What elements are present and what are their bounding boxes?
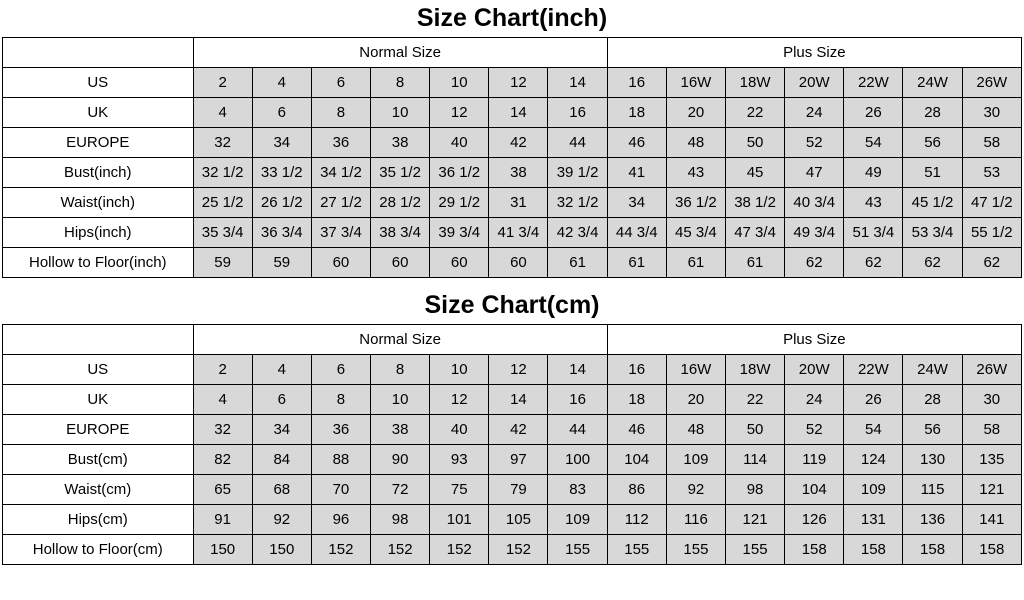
- cell: 47 3/4: [725, 218, 784, 248]
- cell: 29 1/2: [430, 188, 489, 218]
- table-row: [3, 445, 1022, 475]
- cell: 34 1/2: [311, 158, 370, 188]
- cell: 59: [193, 248, 252, 278]
- cell: 136: [903, 505, 962, 535]
- table-row: [3, 505, 1022, 535]
- cell: 105: [489, 505, 548, 535]
- cell: 79: [489, 475, 548, 505]
- cell: 68: [252, 475, 311, 505]
- cell: 84: [252, 445, 311, 475]
- group-header-plus: Plus Size: [607, 38, 1021, 68]
- cell: 150: [252, 535, 311, 565]
- cell: 10: [430, 68, 489, 98]
- cell: 12: [489, 68, 548, 98]
- cell: 26W: [962, 68, 1021, 98]
- cell: 54: [844, 128, 903, 158]
- table-row: [3, 128, 1022, 158]
- cell: 24: [785, 385, 844, 415]
- cell: 50: [725, 415, 784, 445]
- cell: 2: [193, 68, 252, 98]
- cell: 112: [607, 505, 666, 535]
- cell: 2: [193, 355, 252, 385]
- cell: 155: [548, 535, 607, 565]
- page-title-cm: Size Chart(cm): [424, 291, 600, 319]
- cell: 121: [962, 475, 1021, 505]
- row-label: Bust(cm): [3, 445, 194, 475]
- cell: 51: [903, 158, 962, 188]
- cell: 34: [252, 415, 311, 445]
- cell: 155: [666, 535, 725, 565]
- cell: 42: [489, 128, 548, 158]
- cell: 48: [666, 415, 725, 445]
- cell: 36: [311, 415, 370, 445]
- cell: 91: [193, 505, 252, 535]
- cell: 56: [903, 415, 962, 445]
- cell: 155: [725, 535, 784, 565]
- cell: 35 1/2: [371, 158, 430, 188]
- cell: 6: [252, 385, 311, 415]
- cell: 155: [607, 535, 666, 565]
- cell: 61: [548, 248, 607, 278]
- cell: 158: [903, 535, 962, 565]
- table-row: [3, 535, 1022, 565]
- cell: 16W: [666, 68, 725, 98]
- row-label: Hollow to Floor(cm): [3, 535, 194, 565]
- cell: 38: [371, 128, 430, 158]
- cell: 40: [430, 128, 489, 158]
- cell: 16: [548, 385, 607, 415]
- cell: 62: [903, 248, 962, 278]
- cell: 34: [607, 188, 666, 218]
- cell: 104: [607, 445, 666, 475]
- cell: 35 3/4: [193, 218, 252, 248]
- cell: 45 3/4: [666, 218, 725, 248]
- cell: 46: [607, 415, 666, 445]
- cell: 32 1/2: [193, 158, 252, 188]
- cell: 10: [430, 355, 489, 385]
- cell: 158: [962, 535, 1021, 565]
- cell: 55 1/2: [962, 218, 1021, 248]
- cell: 33 1/2: [252, 158, 311, 188]
- cell: 22: [725, 385, 784, 415]
- table-group-header-row: [3, 325, 1022, 355]
- row-label: US: [3, 355, 194, 385]
- cell: 42: [489, 415, 548, 445]
- cell: 62: [785, 248, 844, 278]
- page-title-inch: Size Chart(inch): [416, 4, 608, 32]
- cell: 152: [430, 535, 489, 565]
- row-label: EUROPE: [3, 415, 194, 445]
- cell: 36 1/2: [430, 158, 489, 188]
- cell: 32: [193, 415, 252, 445]
- cell: 20: [666, 98, 725, 128]
- cell: 101: [430, 505, 489, 535]
- cell: 131: [844, 505, 903, 535]
- cell: 59: [252, 248, 311, 278]
- cell: 18W: [725, 68, 784, 98]
- cell: 92: [252, 505, 311, 535]
- cell: 46: [607, 128, 666, 158]
- cell: 10: [371, 385, 430, 415]
- cell: 70: [311, 475, 370, 505]
- row-label: UK: [3, 385, 194, 415]
- cell: 14: [548, 355, 607, 385]
- cell: 22: [725, 98, 784, 128]
- table-row: [3, 415, 1022, 445]
- cell: 53: [962, 158, 1021, 188]
- cell: 40 3/4: [785, 188, 844, 218]
- group-header-plus: Plus Size: [607, 325, 1021, 355]
- cell: 6: [311, 355, 370, 385]
- row-label: Waist(cm): [3, 475, 194, 505]
- cell: 109: [844, 475, 903, 505]
- cell: 97: [489, 445, 548, 475]
- cell: 16: [548, 98, 607, 128]
- cell: 58: [962, 128, 1021, 158]
- cell: 38: [371, 415, 430, 445]
- cell: 115: [903, 475, 962, 505]
- cell: 49: [844, 158, 903, 188]
- cell: 43: [844, 188, 903, 218]
- cell: 42 3/4: [548, 218, 607, 248]
- cell: 20: [666, 385, 725, 415]
- cell: 61: [607, 248, 666, 278]
- cell: 30: [962, 98, 1021, 128]
- cell: 58: [962, 415, 1021, 445]
- cell: 61: [725, 248, 784, 278]
- cell: 114: [725, 445, 784, 475]
- cell: 38 3/4: [371, 218, 430, 248]
- cell: 34: [252, 128, 311, 158]
- cell: 16: [607, 68, 666, 98]
- cell: 65: [193, 475, 252, 505]
- section-divider: [0, 278, 1024, 287]
- cell: 121: [725, 505, 784, 535]
- cell: 60: [371, 248, 430, 278]
- cell: 96: [311, 505, 370, 535]
- cell: 52: [785, 128, 844, 158]
- cell: 56: [903, 128, 962, 158]
- cell: 72: [371, 475, 430, 505]
- row-label: Hollow to Floor(inch): [3, 248, 194, 278]
- cell: 54: [844, 415, 903, 445]
- cell: 10: [371, 98, 430, 128]
- cell: 20W: [785, 355, 844, 385]
- cell: 18: [607, 98, 666, 128]
- group-header-normal: Normal Size: [193, 38, 607, 68]
- cell: 28: [903, 98, 962, 128]
- cell: 12: [430, 98, 489, 128]
- cell: 32: [193, 128, 252, 158]
- cell: 126: [785, 505, 844, 535]
- cell: 6: [311, 68, 370, 98]
- cell: 92: [666, 475, 725, 505]
- cell: 135: [962, 445, 1021, 475]
- cell: 39 3/4: [430, 218, 489, 248]
- table-row: [3, 218, 1022, 248]
- table-row: [3, 355, 1022, 385]
- cell: 124: [844, 445, 903, 475]
- cell: 41: [607, 158, 666, 188]
- cell: 26: [844, 98, 903, 128]
- cell: 158: [844, 535, 903, 565]
- cell: 86: [607, 475, 666, 505]
- cell: 47 1/2: [962, 188, 1021, 218]
- cell: 109: [548, 505, 607, 535]
- cell: 37 3/4: [311, 218, 370, 248]
- cell: 12: [430, 385, 489, 415]
- cell: 36: [311, 128, 370, 158]
- corner-cell: [3, 38, 194, 68]
- table-row: [3, 98, 1022, 128]
- table-row: [3, 475, 1022, 505]
- cell: 75: [430, 475, 489, 505]
- cell: 39 1/2: [548, 158, 607, 188]
- cell: 50: [725, 128, 784, 158]
- cell: 8: [371, 355, 430, 385]
- cell: 43: [666, 158, 725, 188]
- cell: 45: [725, 158, 784, 188]
- cell: 4: [193, 98, 252, 128]
- cell: 30: [962, 385, 1021, 415]
- group-header-normal: Normal Size: [193, 325, 607, 355]
- cell: 152: [371, 535, 430, 565]
- cell: 61: [666, 248, 725, 278]
- cell: 88: [311, 445, 370, 475]
- cell: 130: [903, 445, 962, 475]
- cell: 36 1/2: [666, 188, 725, 218]
- cell: 4: [252, 355, 311, 385]
- cell: 16: [607, 355, 666, 385]
- cell: 100: [548, 445, 607, 475]
- cell: 24W: [903, 355, 962, 385]
- cell: 49 3/4: [785, 218, 844, 248]
- table-group-header-row: [3, 38, 1022, 68]
- cell: 22W: [844, 68, 903, 98]
- cell: 38: [489, 158, 548, 188]
- cell: 12: [489, 355, 548, 385]
- cell: 26W: [962, 355, 1021, 385]
- cell: 53 3/4: [903, 218, 962, 248]
- cell: 93: [430, 445, 489, 475]
- cell: 32 1/2: [548, 188, 607, 218]
- cell: 28: [903, 385, 962, 415]
- cell: 8: [311, 385, 370, 415]
- cell: 62: [844, 248, 903, 278]
- cell: 141: [962, 505, 1021, 535]
- cell: 47: [785, 158, 844, 188]
- cell: 20W: [785, 68, 844, 98]
- size-chart-inch-block: [0, 0, 1024, 278]
- cell: 98: [371, 505, 430, 535]
- cell: 44 3/4: [607, 218, 666, 248]
- cell: 51 3/4: [844, 218, 903, 248]
- cell: 27 1/2: [311, 188, 370, 218]
- cell: 44: [548, 415, 607, 445]
- table-row: [3, 248, 1022, 278]
- table-row: [3, 68, 1022, 98]
- cell: 24: [785, 98, 844, 128]
- table-row: [3, 188, 1022, 218]
- cell: 14: [548, 68, 607, 98]
- corner-cell: [3, 325, 194, 355]
- cell: 62: [962, 248, 1021, 278]
- cell: 38 1/2: [725, 188, 784, 218]
- row-label: UK: [3, 98, 194, 128]
- cell: 4: [252, 68, 311, 98]
- cell: 158: [785, 535, 844, 565]
- cell: 116: [666, 505, 725, 535]
- cell: 83: [548, 475, 607, 505]
- cell: 152: [489, 535, 548, 565]
- cell: 22W: [844, 355, 903, 385]
- cell: 45 1/2: [903, 188, 962, 218]
- cell: 90: [371, 445, 430, 475]
- row-label: Waist(inch): [3, 188, 194, 218]
- cell: 150: [193, 535, 252, 565]
- row-label: EUROPE: [3, 128, 194, 158]
- size-table-cm: [2, 324, 1022, 565]
- row-label: Hips(cm): [3, 505, 194, 535]
- cell: 98: [725, 475, 784, 505]
- cell: 18W: [725, 355, 784, 385]
- cell: 41 3/4: [489, 218, 548, 248]
- cell: 109: [666, 445, 725, 475]
- cell: 14: [489, 385, 548, 415]
- cell: 24W: [903, 68, 962, 98]
- cell: 6: [252, 98, 311, 128]
- cell: 14: [489, 98, 548, 128]
- cell: 60: [430, 248, 489, 278]
- cell: 48: [666, 128, 725, 158]
- cell: 8: [311, 98, 370, 128]
- table-row: [3, 385, 1022, 415]
- row-label: Hips(inch): [3, 218, 194, 248]
- cell: 82: [193, 445, 252, 475]
- row-label: Bust(inch): [3, 158, 194, 188]
- cell: 119: [785, 445, 844, 475]
- cell: 36 3/4: [252, 218, 311, 248]
- cell: 60: [489, 248, 548, 278]
- size-chart-cm-block: [0, 287, 1024, 565]
- table-row: [3, 158, 1022, 188]
- cell: 8: [371, 68, 430, 98]
- cell: 52: [785, 415, 844, 445]
- cell: 44: [548, 128, 607, 158]
- cell: 60: [311, 248, 370, 278]
- cell: 4: [193, 385, 252, 415]
- cell: 28 1/2: [371, 188, 430, 218]
- cell: 18: [607, 385, 666, 415]
- cell: 104: [785, 475, 844, 505]
- row-label: US: [3, 68, 194, 98]
- size-table-inch: [2, 37, 1022, 278]
- cell: 152: [311, 535, 370, 565]
- cell: 25 1/2: [193, 188, 252, 218]
- cell: 40: [430, 415, 489, 445]
- cell: 16W: [666, 355, 725, 385]
- cell: 31: [489, 188, 548, 218]
- cell: 26: [844, 385, 903, 415]
- cell: 26 1/2: [252, 188, 311, 218]
